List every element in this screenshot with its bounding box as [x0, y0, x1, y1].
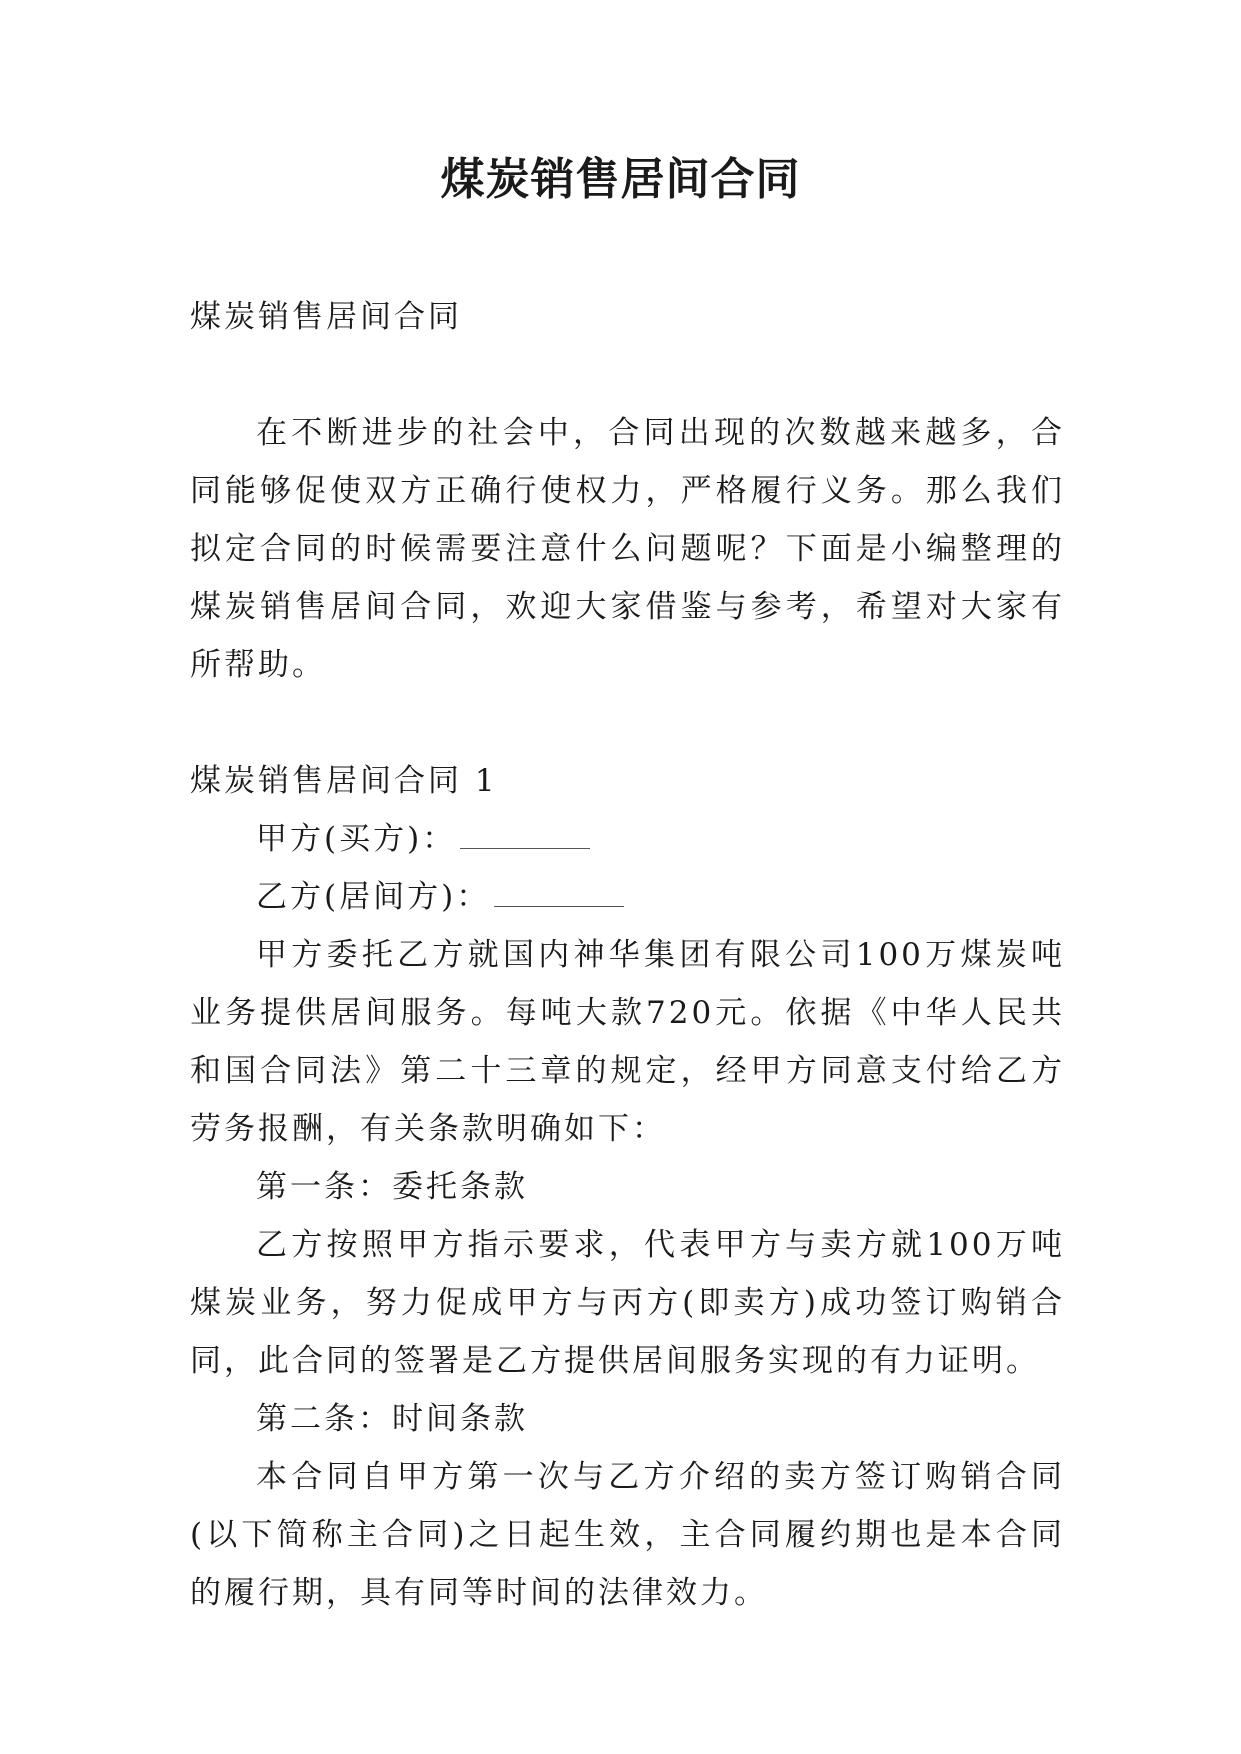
paragraph-1: 甲方委托乙方就国内神华集团有限公司100万煤炭吨业务提供居间服务。每吨大款720元。依据《中华人民共和国合同法》第二十三章的规定，经甲方同意支付给乙方劳务报酬，有关条款明确如下： [190, 937, 1065, 1147]
party-a-line [190, 810, 1065, 868]
party-a-blank [460, 822, 590, 849]
document-body [190, 288, 1065, 1622]
article-2-body: 本合同自甲方第一次与乙方介绍的卖方签订购销合同(以下简称主合同)之日起生效，主合同履约期也是本合同的履行期，具有同等时间的法律效力。 [190, 1459, 1065, 1611]
party-a-label: 甲方(买方)： [256, 821, 457, 857]
article-2-heading: 第二条：时间条款 [256, 1401, 528, 1437]
party-b-label: 乙方(居间方)： [256, 879, 491, 915]
article-1-heading: 第一条：委托条款 [256, 1169, 528, 1205]
article-1-body: 乙方按照甲方指示要求，代表甲方与卖方就100万吨煤炭业务，努力促成甲方与丙方(即卖方)成功签订购销合同，此合同的签署是乙方提供居间服务实现的有力证明。 [190, 1227, 1065, 1379]
party-b-blank [494, 880, 624, 907]
section-heading: 煤炭销售居间合同 1 [190, 763, 498, 799]
document-title: 煤炭销售居间合同 [440, 154, 801, 205]
document-subtitle: 煤炭销售居间合同 [190, 299, 462, 335]
intro-paragraph: 在不断进步的社会中，合同出现的次数越来越多，合同能够促使双方正确行使权力，严格履行义务。那么我们拟定合同的时候需要注意什么问题呢？下面是小编整理的煤炭销售居间合同，欢迎大家借鉴与参考，希望对大家有所帮助。 [190, 415, 1065, 683]
party-b-line [190, 868, 1065, 926]
